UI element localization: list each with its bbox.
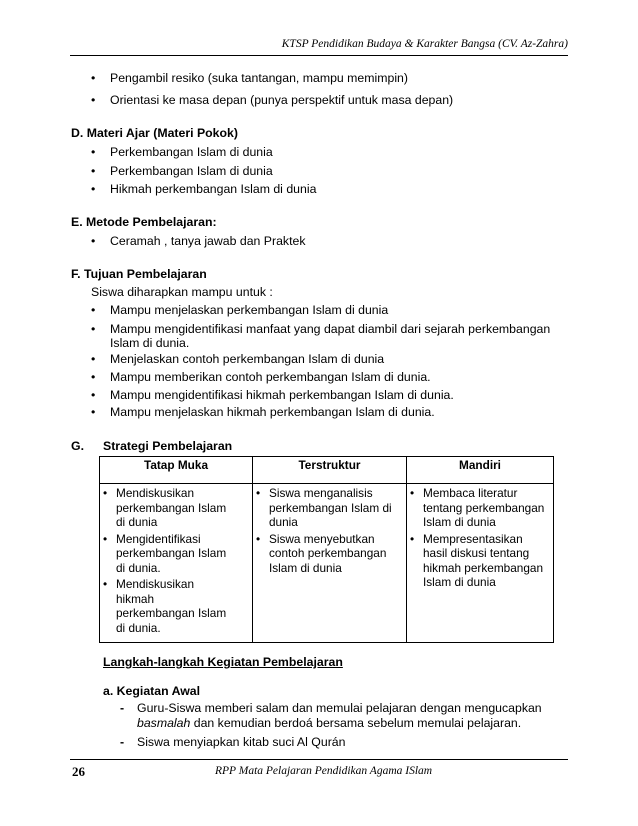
list-item: Mampu mengidentifikasi manfaat yang dapat diambil dari sejarah perkembangan xyxy=(110,322,551,336)
bullet-icon: • xyxy=(410,531,415,546)
list-item: Siswa menyiapkan kitab suci Al Qurán xyxy=(137,735,346,749)
bullet-icon: • xyxy=(91,145,96,159)
section-d-heading: D. Materi Ajar (Materi Pokok) xyxy=(71,126,238,140)
bullet-icon: • xyxy=(91,303,96,317)
list-item: Mampu menjelaskan perkembangan Islam di dunia xyxy=(110,303,389,317)
strategy-table xyxy=(99,456,554,643)
bullet-icon: • xyxy=(91,182,96,196)
bullet-icon: • xyxy=(410,486,415,500)
langkah-heading: Langkah-langkah Kegiatan Pembelajaran xyxy=(103,655,343,669)
cell-list-item: • Mendiskusikan perkembangan Islam di dunia xyxy=(103,486,227,529)
cell-list-item: • Mengidentifikasi perkembangan Islam di dunia. xyxy=(103,531,227,575)
list-item-continuation: basmalah dan kemudian berdoá bersama sebelum memulai pelajaran. xyxy=(137,716,522,730)
footer-title: RPP Mata Pelajaran Pendidikan Agama ISlam xyxy=(215,765,433,777)
table-header-tatap-muka: Tatap Muka xyxy=(100,457,253,484)
basmalah-term: basmalah xyxy=(137,716,191,730)
cell-list-item: • Siswa menganalisis perkembangan Islam di dunia xyxy=(256,486,392,529)
bullet-icon: • xyxy=(91,234,96,248)
kegiatan-awal-heading: a. Kegiatan Awal xyxy=(103,684,201,698)
bullet-icon: • xyxy=(256,486,261,500)
list-item: Guru-Siswa memberi salam dan memulai pelajaran dengan mengucapkan xyxy=(137,701,542,715)
bullet-icon: • xyxy=(103,531,108,546)
dash-icon: - xyxy=(120,735,125,749)
bullet-icon: • xyxy=(91,93,96,107)
section-f-heading: F. Tujuan Pembelajaran xyxy=(71,267,207,281)
section-g-letter: G. xyxy=(71,439,84,453)
list-item: Hikmah perkembangan Islam di dunia xyxy=(110,182,317,196)
table-header-mandiri: Mandiri xyxy=(407,457,554,484)
list-item: Perkembangan Islam di dunia xyxy=(110,145,273,159)
list-item: Mampu memberikan contoh perkembangan Islam di dunia. xyxy=(110,370,431,384)
list-item-continuation: Islam di dunia. xyxy=(110,336,190,350)
cell-list-item: • Membaca literatur tentang perkembangan Islam di dunia xyxy=(410,486,545,529)
table-header-terstruktur: Terstruktur xyxy=(253,457,407,484)
cell-list-item: • Siswa menyebutkan contoh perkembangan Islam di dunia xyxy=(256,531,387,575)
bullet-icon: • xyxy=(91,71,96,85)
footer-divider xyxy=(70,759,568,760)
table-cell-mandiri xyxy=(407,484,554,643)
header-divider xyxy=(70,55,568,56)
header-title: KTSP Pendidikan Budaya & Karakter Bangsa (CV. Az-Zahra) xyxy=(281,38,568,50)
table-cell-terstruktur xyxy=(253,484,407,643)
dash-icon: - xyxy=(120,701,125,715)
list-item: Menjelaskan contoh perkembangan Islam di dunia xyxy=(110,352,385,366)
list-item: Orientasi ke masa depan (punya perspektif untuk masa depan) xyxy=(110,93,454,107)
page-number: 26 xyxy=(72,764,85,779)
cell-list-item: • Mempresentasikan hasil diskusi tentang hikmah perkembangan Islam di dunia xyxy=(410,531,544,589)
section-f-intro: Siswa diharapkan mampu untuk : xyxy=(91,285,273,299)
list-item: Ceramah , tanya jawab dan Praktek xyxy=(110,234,306,248)
bullet-icon: • xyxy=(91,164,96,178)
bullet-icon: • xyxy=(91,352,96,366)
section-g-heading: Strategi Pembelajaran xyxy=(103,439,233,453)
bullet-icon: • xyxy=(91,405,96,419)
bullet-icon: • xyxy=(91,388,96,402)
bullet-icon: • xyxy=(91,370,96,384)
list-item: Pengambil resiko (suka tantangan, mampu memimpin) xyxy=(110,71,408,85)
bullet-icon: • xyxy=(103,577,108,591)
table-cell-tatap-muka xyxy=(100,484,253,643)
section-e-heading: E. Metode Pembelajaran: xyxy=(71,215,217,229)
list-item: Mampu mengidentifikasi hikmah perkembangan Islam di dunia. xyxy=(110,388,454,402)
list-item: Perkembangan Islam di dunia xyxy=(110,164,273,178)
list-item: Mampu menjelaskan hikmah perkembangan Islam di dunia. xyxy=(110,405,435,419)
bullet-icon: • xyxy=(103,486,108,500)
bullet-icon: • xyxy=(91,322,96,336)
cell-list-item: • Mendiskusikan hikmah perkembangan Islam di dunia. xyxy=(103,577,227,635)
bullet-icon: • xyxy=(256,531,261,546)
